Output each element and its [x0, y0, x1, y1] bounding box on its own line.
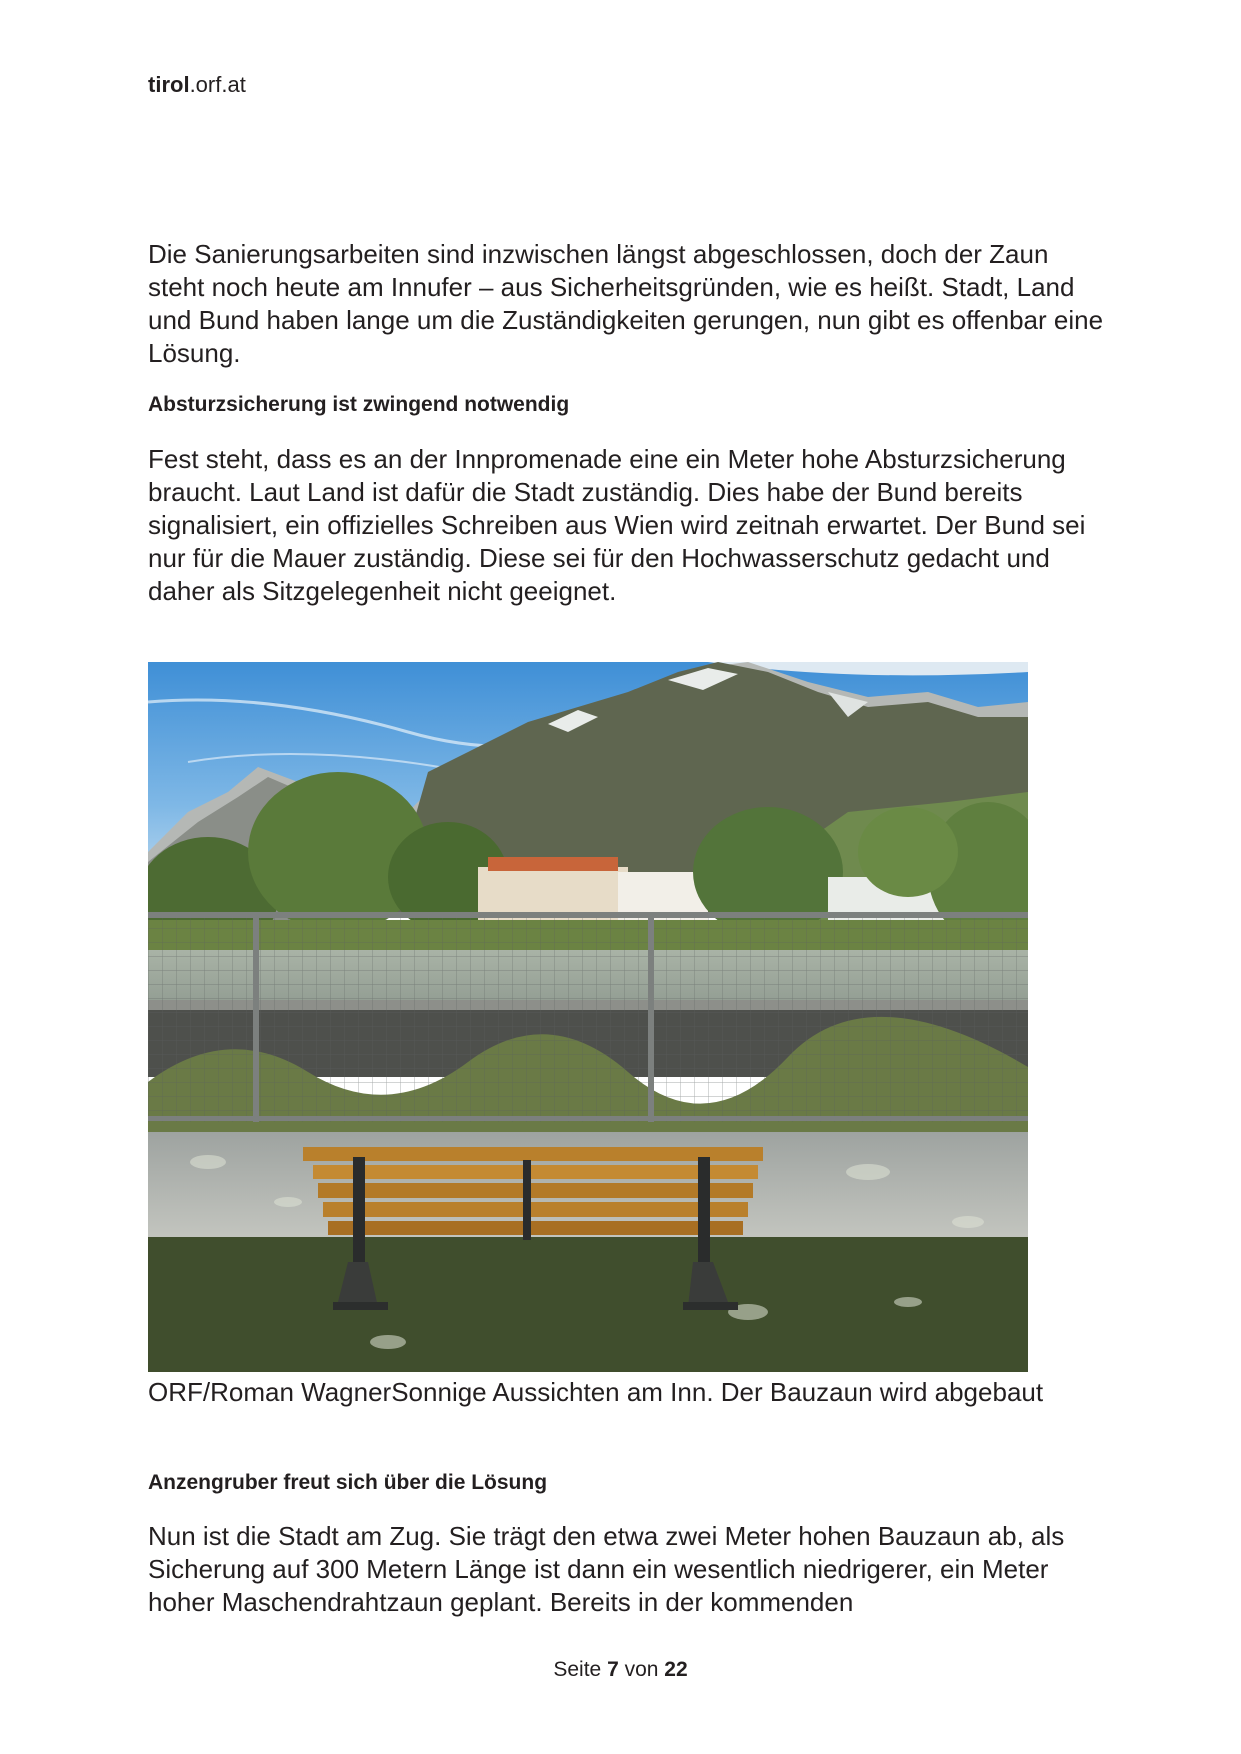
site-domain: .orf.at	[189, 72, 246, 97]
subheading-2: Anzengruber freut sich über die Lösung	[148, 1471, 548, 1494]
image-credit: ORF/Roman Wagner	[148, 1377, 392, 1407]
total-pages: 22	[664, 1658, 688, 1681]
subheading-1: Absturzsicherung ist zwingend notwendig	[148, 393, 570, 416]
paragraph-3: Nun ist die Stadt am Zug. Sie trägt den etwa zwei Meter hohen Bauzaun ab, als Sicherung auf 300 Metern Länge ist dann ein wesentlich niedrigerer, ein Meter hoher Maschendrahtzaun geplant. Bereits in der kommenden	[148, 1521, 1065, 1617]
image-caption-text: Sonnige Aussichten am Inn. Der Bauzaun wird abgebaut	[391, 1377, 1044, 1407]
current-page-number: 7	[607, 1658, 619, 1681]
footer-middle: von	[624, 1658, 659, 1681]
photo-illustration	[148, 662, 1028, 1372]
site-name-bold: tirol	[148, 72, 190, 97]
site-header	[148, 72, 246, 98]
image-caption	[148, 1374, 1048, 1411]
page-footer	[0, 1658, 1241, 1682]
footer-prefix: Seite	[553, 1658, 602, 1681]
paragraph-2: Fest steht, dass es an der Innpromenade eine ein Meter hohe Absturzsicherung braucht. Laut Land ist dafür die Stadt zuständig. Dies habe der Bund bereits signalisiert, ein offizielles Schreiben aus Wien wird zeitnah erwartet. Der Bund sei nur für die Mauer zuständig. Diese sei für den Hochwasserschutz gedacht und daher als Sitzgelegenheit nicht geeignet.	[148, 444, 1086, 606]
paragraph-1: Die Sanierungsarbeiten sind inzwischen längst abgeschlossen, doch der Zaun steht noch heute am Innufer – aus Sicherheitsgründen, wie es heißt. Stadt, Land und Bund haben lange um die Zuständigkeiten gerungen, nun gibt es offenbar eine Lösung.	[148, 239, 1104, 368]
article-photo-bench-river	[148, 662, 1028, 1372]
